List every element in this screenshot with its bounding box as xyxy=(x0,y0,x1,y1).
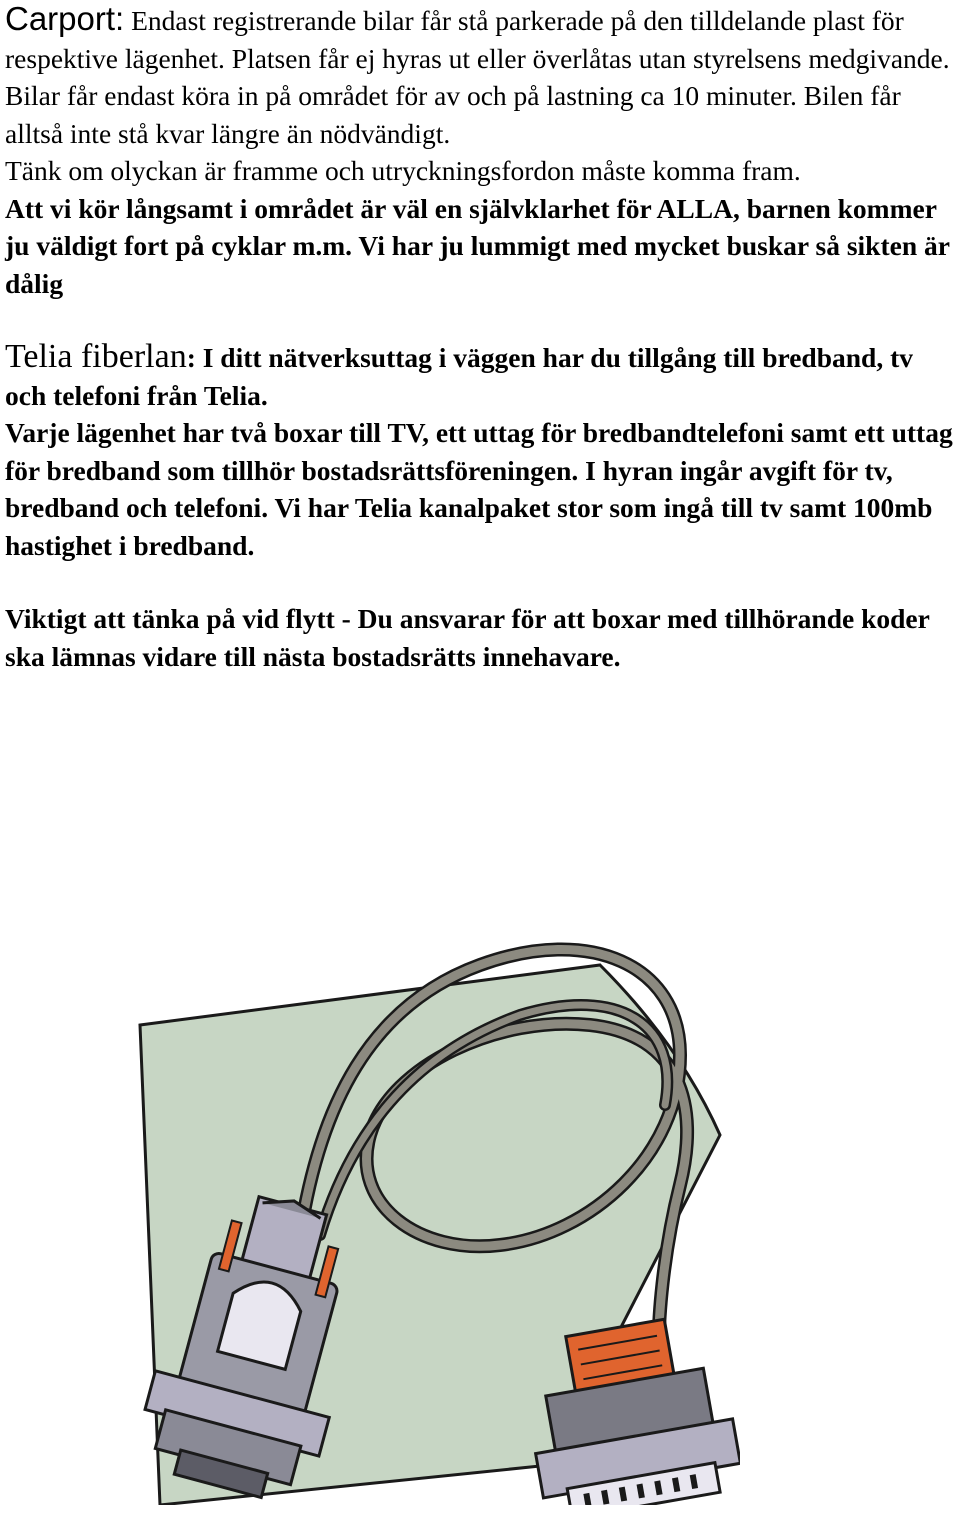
telia-intro: : I ditt nätverksuttag i väggen har du tillgång till bredband, tv och telefoni från Telia. xyxy=(5,342,913,411)
carport-section xyxy=(5,0,960,302)
telia-title: Telia fiberlan xyxy=(5,338,187,375)
telia-paragraph xyxy=(5,338,960,414)
moving-note: Viktigt att tänka på vid flytt - Du ansvarar för att boxar med tillhörande koder ska lämnas vidare till nästa bostadsrätts innehavare. xyxy=(5,603,930,672)
carport-paragraph xyxy=(5,0,960,77)
carport-loading-rule: Bilar får endast köra in på området för av och på lastning ca 10 minuter. Bilen får alltså inte stå kvar längre än nödvändigt. xyxy=(5,80,901,149)
carport-intro: Endast registrerande bilar får stå parkerade på den tilldelande plast för respektive lägenhet. Platsen får ej hyras ut eller överlåtas utan styrelsens medgivande. xyxy=(5,5,950,74)
serial-cable-clipart-icon xyxy=(120,905,740,1505)
document xyxy=(5,0,960,675)
carport-speed-note: Att vi kör långsamt i området är väl en självklarhet för ALLA, barnen kommer ju väldigt fort på cyklar m.m. Vi har ju lummigt med mycket buskar så sikten är dålig xyxy=(5,192,950,299)
carport-emergency-note: Tänk om olyckan är framme och utryckningsfordon måste komma fram. xyxy=(5,155,801,186)
telia-details: Varje lägenhet har två boxar till TV, ett uttag för bredbandtelefoni samt ett uttag för bredband som tillhör bostadsrättsföreningen. I hyran ingår avgift för tv, bredband och telefoni. Vi har Telia kanalpaket stor som ingå till tv samt 100mb hastighet i bredband. xyxy=(5,417,953,561)
carport-title: Carport: xyxy=(5,0,125,37)
moving-section xyxy=(5,600,960,675)
telia-section xyxy=(5,338,960,564)
